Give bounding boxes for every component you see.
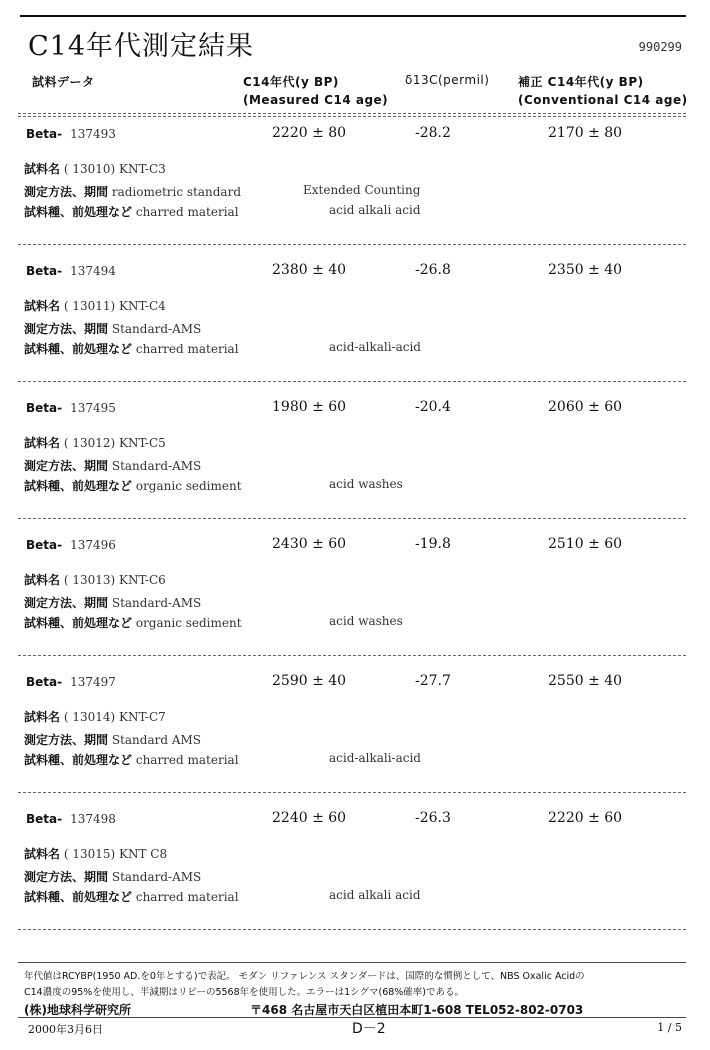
col-header-c14: C14年代(y BP) (243, 75, 339, 89)
material-value: organic sediment (135, 616, 242, 630)
sample-name-label: 試料名 (24, 573, 61, 587)
footer-rule (18, 962, 686, 963)
d13c-value: -26.8 (415, 262, 451, 278)
method-row (24, 594, 201, 611)
method-value: Standard-AMS (111, 322, 202, 336)
col-header-sample: 試料データ (32, 75, 95, 89)
d13c-value: -27.7 (415, 673, 451, 689)
sample-name-value: ( 13010) KNT-C3 (63, 162, 166, 176)
material-label: 試料種、前処理など (24, 616, 133, 630)
sample-name-label: 試料名 (24, 436, 61, 450)
method-extra: Extended Counting (303, 183, 421, 197)
header-rule (18, 113, 686, 114)
page-title: C14年代測定結果 (28, 31, 255, 62)
method-value: Standard-AMS (111, 596, 202, 610)
sample-name-label: 試料名 (24, 162, 61, 176)
footer-organization: (株)地球科学研究所 (24, 1003, 131, 1017)
result-entry (0, 675, 710, 812)
pretreatment-value: acid alkali acid (329, 203, 421, 217)
pretreatment-value: acid alkali acid (329, 888, 421, 902)
sample-name-row (24, 434, 166, 451)
beta-number: 137493 (70, 127, 116, 141)
method-label: 測定方法、期間 (24, 459, 109, 473)
entry-rule (18, 381, 686, 382)
col-header-conv: 補正 C14年代(y BP) (518, 75, 644, 89)
method-label: 測定方法、期間 (24, 870, 109, 884)
method-label: 測定方法、期間 (24, 322, 109, 336)
sample-name-value: ( 13012) KNT-C5 (63, 436, 166, 450)
footer-note-line2: C14濃度の95%を使用し、半減期はリビーの5568年を使用した。エラーは1シグマ(68%確率)である。 (24, 987, 465, 998)
d13c-value: -28.2 (415, 125, 451, 141)
entry-rule (18, 518, 686, 519)
beta-id (26, 538, 116, 552)
result-entry (0, 812, 710, 949)
col-header-conv-sub: (Conventional C14 age) (518, 93, 688, 107)
material-row (24, 477, 242, 494)
material-value: charred material (135, 753, 239, 767)
beta-id (26, 675, 116, 689)
entry-rule (18, 655, 686, 656)
pretreatment-value: acid washes (329, 614, 403, 628)
footer-page-number: 1 / 5 (657, 1021, 682, 1034)
beta-number: 137495 (70, 401, 116, 415)
beta-id (26, 812, 116, 826)
beta-number: 137496 (70, 538, 116, 552)
beta-number: 137494 (70, 264, 116, 278)
material-row (24, 340, 239, 357)
top-rule (20, 15, 686, 17)
material-row (24, 888, 239, 905)
method-value: Standard-AMS (111, 459, 202, 473)
beta-number: 137497 (70, 675, 116, 689)
measured-age: 2430 ± 60 (272, 536, 347, 552)
measured-age: 2590 ± 40 (272, 673, 347, 689)
d13c-value: -19.8 (415, 536, 451, 552)
beta-label: Beta- (26, 127, 63, 141)
entry-rule (18, 792, 686, 793)
method-row (24, 731, 201, 748)
measured-age: 2220 ± 80 (272, 125, 347, 141)
sample-name-value: ( 13014) KNT-C7 (63, 710, 166, 724)
pretreatment-value: acid washes (329, 477, 403, 491)
sample-name-label: 試料名 (24, 710, 61, 724)
material-label: 試料種、前処理など (24, 753, 133, 767)
beta-label: Beta- (26, 538, 63, 552)
entry-rule (18, 929, 686, 930)
pretreatment-value: acid-alkali-acid (329, 751, 421, 765)
material-row (24, 614, 242, 631)
method-row (24, 320, 201, 337)
document-id: 990299 (638, 40, 682, 54)
method-value: Standard-AMS (111, 870, 202, 884)
material-label: 試料種、前処理など (24, 890, 133, 904)
sample-name-value: ( 13011) KNT-C4 (63, 299, 166, 313)
footer-date: 2000年3月6日 (28, 1023, 103, 1036)
beta-id (26, 264, 116, 278)
d13c-value: -20.4 (415, 399, 451, 415)
beta-number: 137498 (70, 812, 116, 826)
conventional-age: 2350 ± 40 (548, 262, 623, 278)
sample-name-row (24, 708, 166, 725)
footer-address: 〒468 名古屋市天白区植田本町1-608 TEL052-802-0703 (250, 1003, 584, 1017)
beta-id (26, 401, 116, 415)
measured-age: 2380 ± 40 (272, 262, 347, 278)
material-row (24, 751, 239, 768)
conventional-age: 2510 ± 60 (548, 536, 623, 552)
method-value: radiometric standard (111, 185, 242, 199)
method-row (24, 183, 241, 200)
material-value: organic sediment (135, 479, 242, 493)
method-row (24, 457, 201, 474)
d13c-value: -26.3 (415, 810, 451, 826)
conventional-age: 2170 ± 80 (548, 125, 623, 141)
result-entry (0, 538, 710, 675)
beta-id (26, 127, 116, 141)
footer-note-line1: 年代値はRCYBP(1950 AD.を0年とする)で表記。 モダン リファレンス スタンダードは、国際的な慣例として、NBS Oxalic Acidの (24, 971, 585, 982)
conventional-age: 2220 ± 60 (548, 810, 623, 826)
measured-age: 1980 ± 60 (272, 399, 347, 415)
method-value: Standard AMS (111, 733, 202, 747)
measured-age: 2240 ± 60 (272, 810, 347, 826)
beta-label: Beta- (26, 812, 63, 826)
material-value: charred material (135, 205, 239, 219)
footer-page-code: D－2 (352, 1021, 386, 1037)
material-row (24, 203, 239, 220)
method-label: 測定方法、期間 (24, 596, 109, 610)
method-label: 測定方法、期間 (24, 733, 109, 747)
material-value: charred material (135, 890, 239, 904)
material-label: 試料種、前処理など (24, 479, 133, 493)
col-header-d13c: δ13C(permil) (405, 73, 490, 87)
beta-label: Beta- (26, 401, 63, 415)
material-value: charred material (135, 342, 239, 356)
result-entry (0, 264, 710, 401)
method-label: 測定方法、期間 (24, 185, 109, 199)
entry-rule (18, 244, 686, 245)
sample-name-value: ( 13013) KNT-C6 (63, 573, 166, 587)
sample-name-row (24, 571, 166, 588)
header-rule-2 (18, 116, 686, 117)
sample-name-label: 試料名 (24, 847, 61, 861)
result-entry (0, 127, 710, 264)
sample-name-row (24, 845, 167, 862)
conventional-age: 2060 ± 60 (548, 399, 623, 415)
beta-label: Beta- (26, 675, 63, 689)
sample-name-row (24, 297, 166, 314)
conventional-age: 2550 ± 40 (548, 673, 623, 689)
beta-label: Beta- (26, 264, 63, 278)
material-label: 試料種、前処理など (24, 342, 133, 356)
sample-name-value: ( 13015) KNT C8 (63, 847, 168, 861)
sample-name-label: 試料名 (24, 299, 61, 313)
sample-name-row (24, 160, 166, 177)
material-label: 試料種、前処理など (24, 205, 133, 219)
col-header-c14-sub: (Measured C14 age) (243, 93, 389, 107)
method-row (24, 868, 201, 885)
result-entry (0, 401, 710, 538)
pretreatment-value: acid-alkali-acid (329, 340, 421, 354)
